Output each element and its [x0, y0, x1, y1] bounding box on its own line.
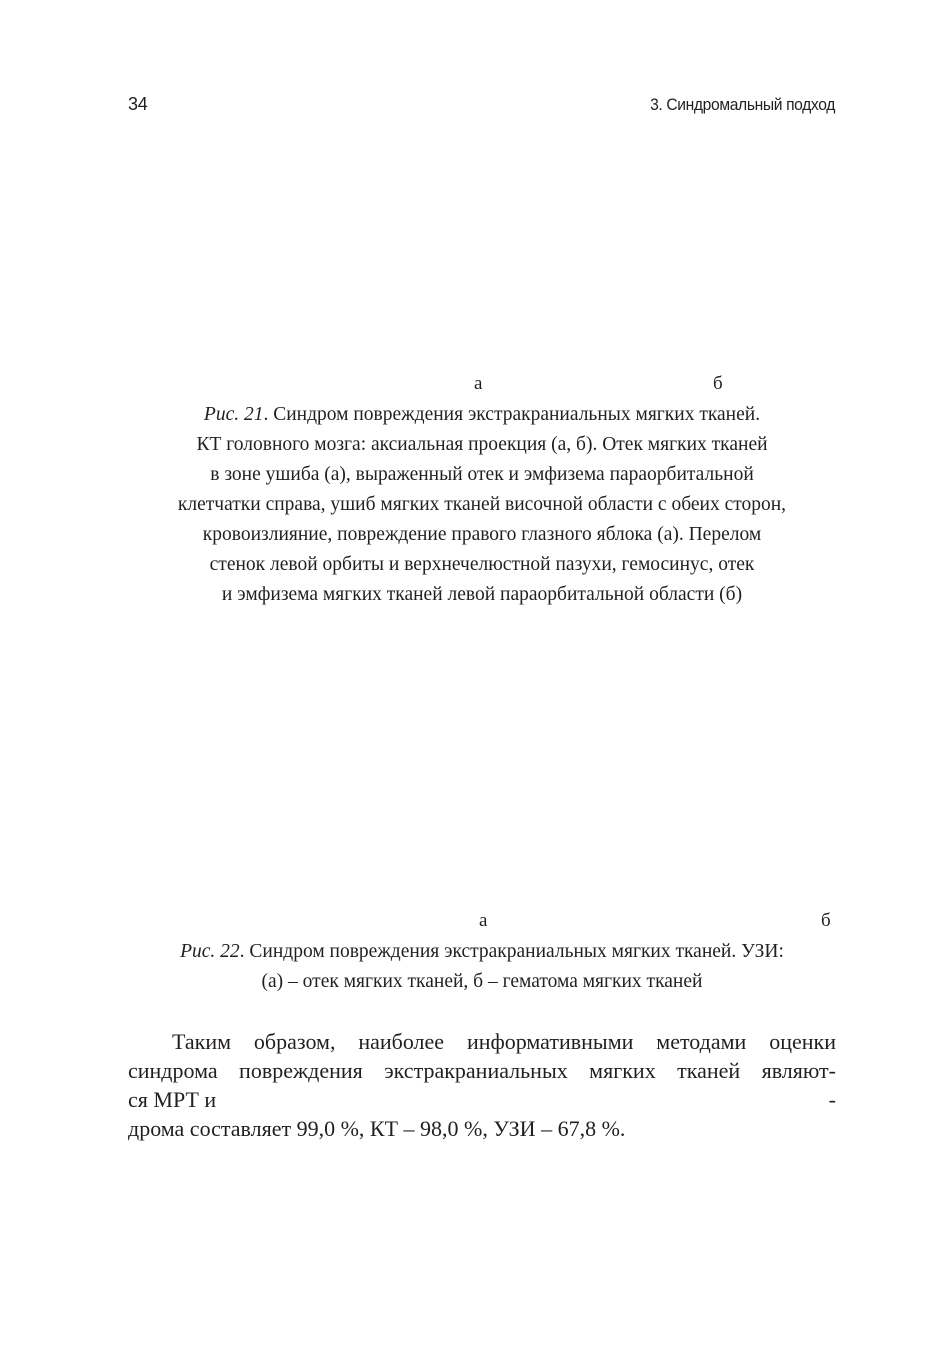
caption-line: кровоизлияние, повреждение правого глазного яблока (а). Перелом [202, 524, 762, 545]
figure-22-label-a: а [479, 910, 488, 931]
caption-line: Рис. 21. Синдром повреждения экстракраниальных мягких тканей. [203, 404, 761, 425]
figure-21-label-b: б [713, 373, 723, 394]
body-line: ся МРТ и - [128, 1087, 836, 1112]
figure-21-image-area [128, 140, 836, 370]
figure-label: Рис. 21 [203, 404, 264, 425]
body-line: синдрома повреждения экстракраниальных мягких тканей являют- [128, 1058, 836, 1083]
figure-21-caption [128, 400, 836, 610]
caption-line: стенок левой орбиты и верхнечелюстной пазухи, гемосинус, отек [209, 554, 755, 575]
body-paragraph [128, 1027, 836, 1143]
caption-line: в зоне ушиба (а), выраженный отек и эмфизема параорбитальной [210, 464, 754, 485]
figure-22-label-b: б [821, 910, 831, 931]
caption-line: КТ головного мозга: аксиальная проекция (а, б). Отек мягких тканей [196, 434, 768, 455]
figure-22-caption [128, 937, 836, 997]
figure-21-label-a: а [474, 373, 483, 394]
caption-line: (а) – отек мягких тканей, б – гематома мягких тканей [261, 971, 703, 992]
body-line: Таким образом, наиболее информативными методами оценки [172, 1029, 836, 1054]
caption-line: Рис. 22. Синдром повреждения экстракраниальных мягких тканей. УЗИ: [180, 941, 784, 962]
figure-22-image-area [128, 640, 836, 905]
body-line: дрома составляет 99,0 %, КТ – 98,0 %, УЗИ – 67,8 %. [128, 1116, 626, 1141]
page-number: 34 [128, 94, 148, 114]
figure-label: Рис. 22 [180, 941, 240, 962]
caption-line: и эмфизема мягких тканей левой параорбитальной области (б) [221, 584, 743, 605]
chapter-title: 3. Синдромальный подход [650, 95, 835, 114]
caption-line: клетчатки справа, ушиб мягких тканей височной области с обеих сторон, [177, 494, 787, 515]
